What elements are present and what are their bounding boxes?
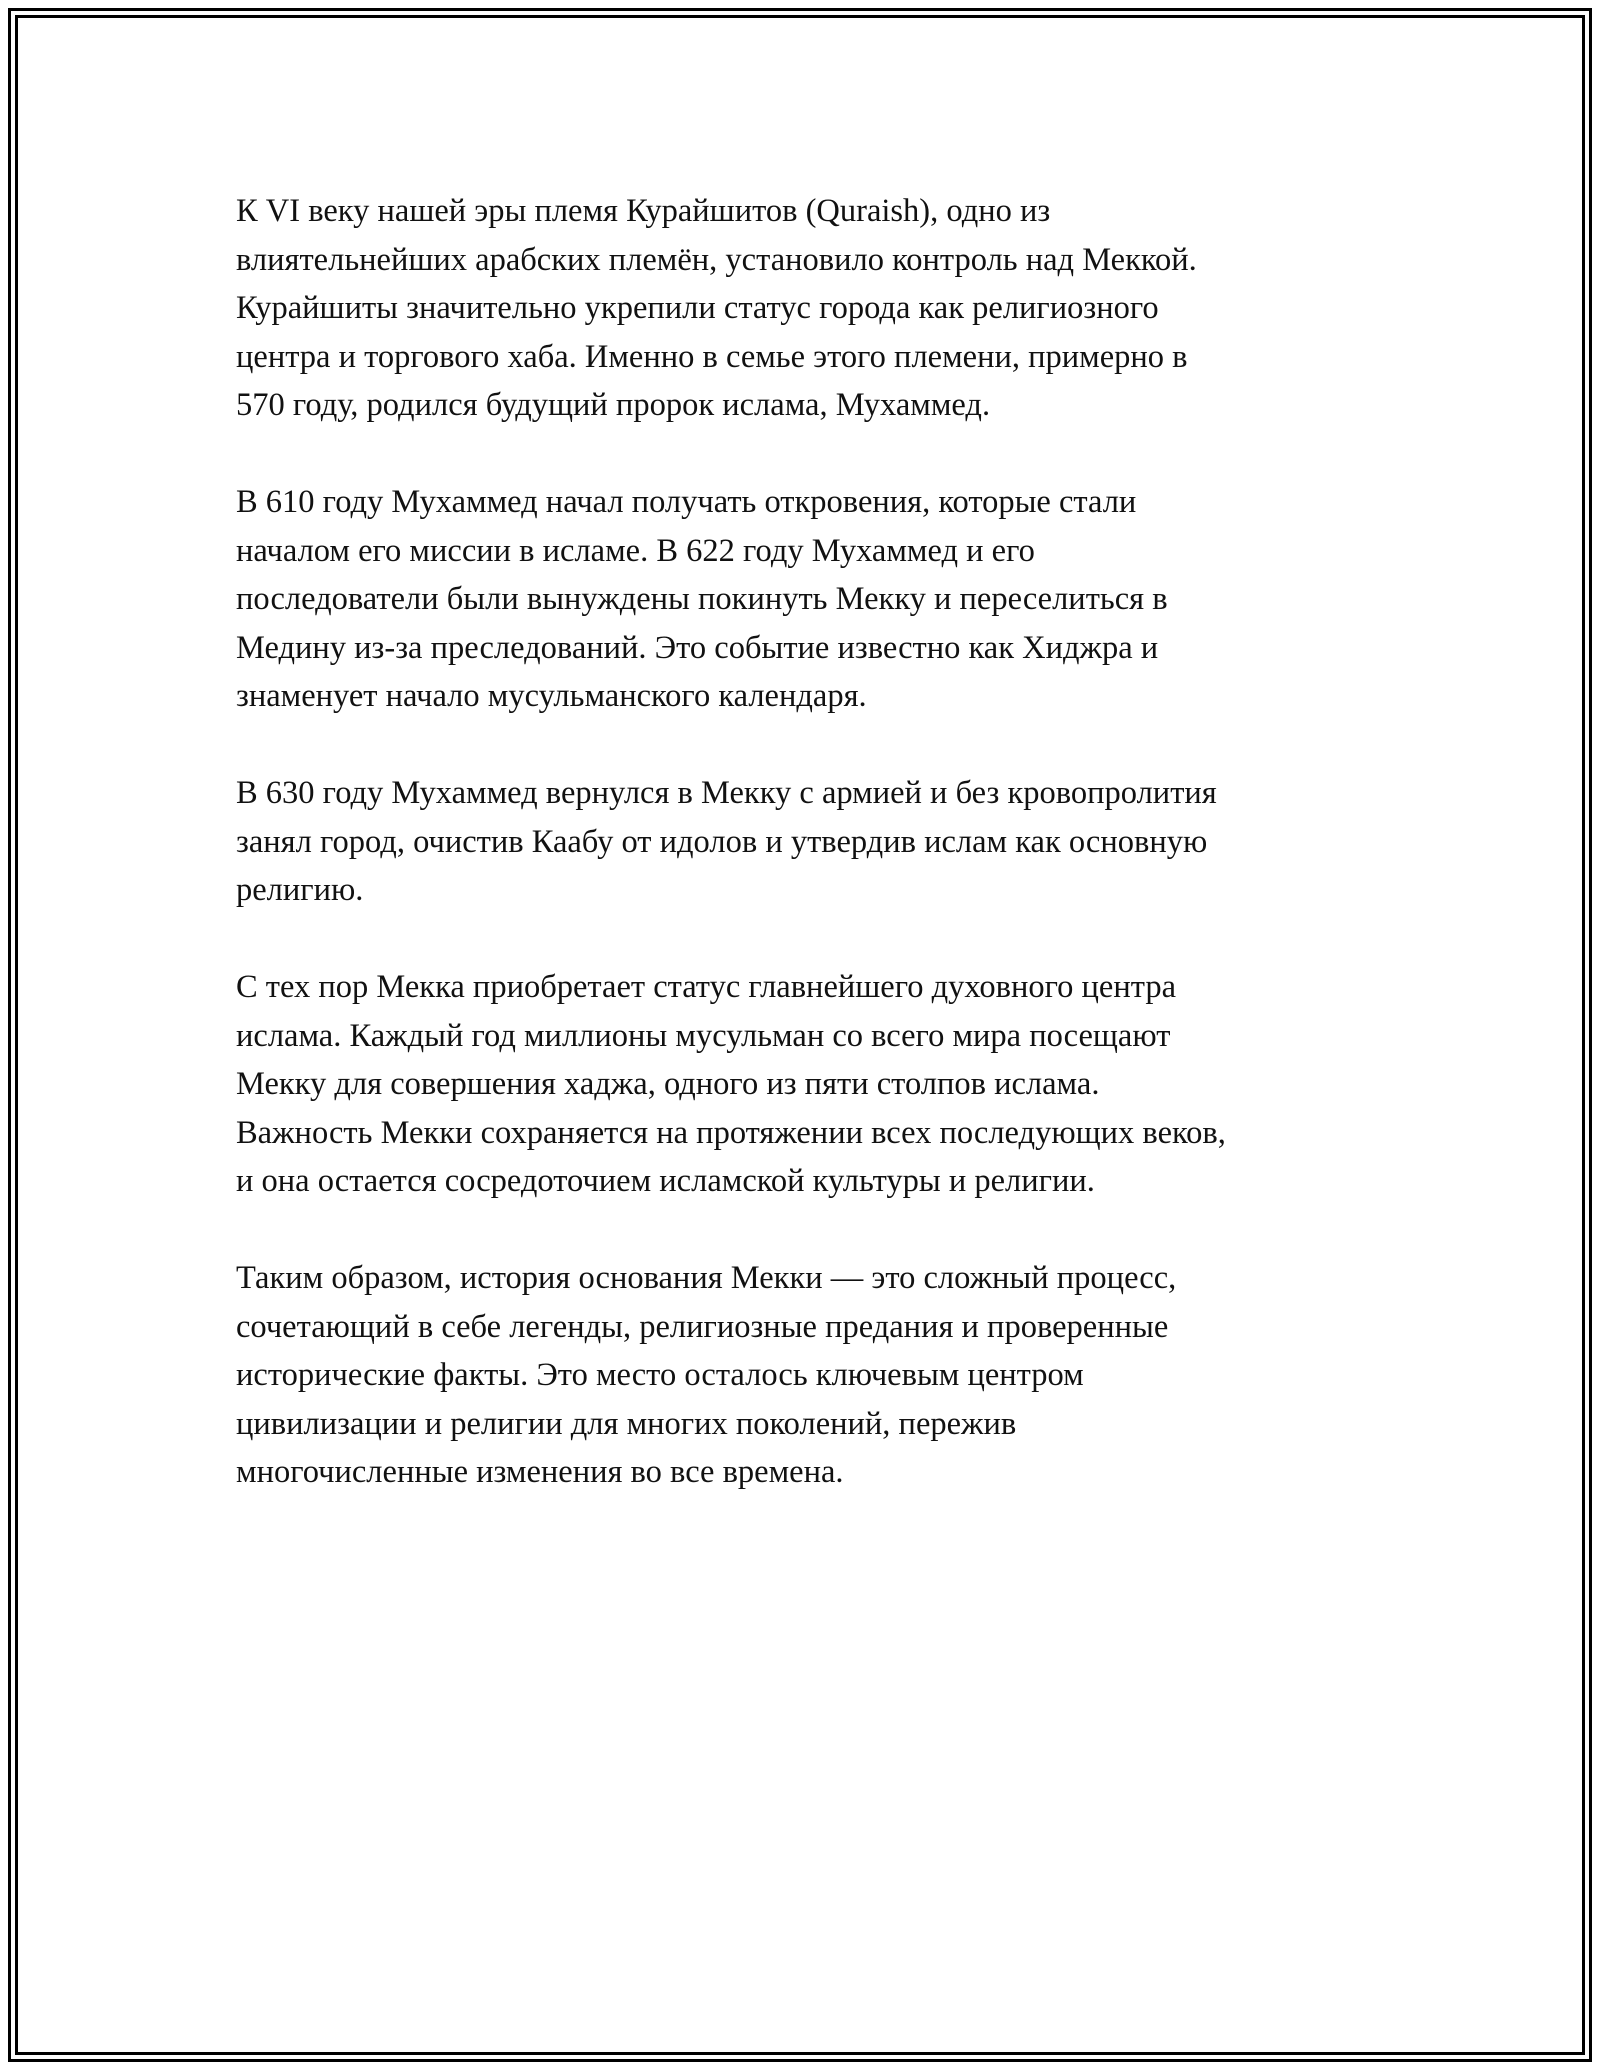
paragraph-2 (236, 478, 1386, 721)
text-line: исторические факты. Это место осталось ключевым центром (236, 1357, 1084, 1393)
text-line: Важность Мекки сохраняется на протяжении всех последующих веков, (236, 1114, 1226, 1151)
document-body (236, 187, 1386, 1545)
text-line: религию. (236, 872, 364, 908)
text-line: 570 году, родился будущий пророк ислама, Мухаммед. (236, 387, 991, 423)
text-line: началом его миссии в исламе. В 622 году Мухаммед и его (236, 532, 1035, 569)
text-line: Мекку для совершения хаджа, одного из пяти столпов ислама. (236, 1066, 1100, 1102)
text-line: последователи были вынуждены покинуть Мекку и переселиться в (236, 581, 1168, 617)
paragraph-3 (236, 769, 1386, 915)
text-line: Медину из-за преследований. Это событие известно как Хиджра и (236, 629, 1159, 666)
text-line: многочисленные изменения во все времена. (236, 1454, 844, 1490)
text-line: и она остается сосредоточием исламской культуры и религии. (236, 1163, 1095, 1199)
text-line: В 630 году Мухаммед вернулся в Мекку с армией и без кровопролития (236, 775, 1217, 811)
paragraph-4 (236, 963, 1386, 1206)
text-line: Таким образом, история основания Мекки — это сложный процесс, (236, 1260, 1177, 1296)
paragraph-5 (236, 1254, 1386, 1497)
text-line: центра и торгового хаба. Именно в семье этого племени, примерно в (236, 338, 1188, 375)
text-line: влиятельнейших арабских племён, установило контроль над Меккой. (236, 241, 1197, 278)
text-line: В 610 году Мухаммед начал получать откровения, которые стали (236, 484, 1137, 520)
text-line: знаменует начало мусульманского календаря. (236, 678, 867, 714)
text-line: цивилизации и религии для многих поколений, пережив (236, 1405, 1017, 1442)
text-line: сочетающий в себе легенды, религиозные предания и проверенные (236, 1308, 1169, 1345)
text-line: занял город, очистив Каабу от идолов и утвердив ислам как основную (236, 823, 1208, 860)
paragraph-1 (236, 187, 1386, 430)
text-line: С тех пор Мекка приобретает статус главнейшего духовного центра (236, 969, 1177, 1005)
text-line: ислама. Каждый год миллионы мусульман со всего мира посещают (236, 1017, 1171, 1054)
text-line: Курайшиты значительно укрепили статус города как религиозного (236, 290, 1159, 326)
text-line: К VI веку нашей эры племя Курайшитов (Quraish), одно из (236, 193, 1051, 229)
